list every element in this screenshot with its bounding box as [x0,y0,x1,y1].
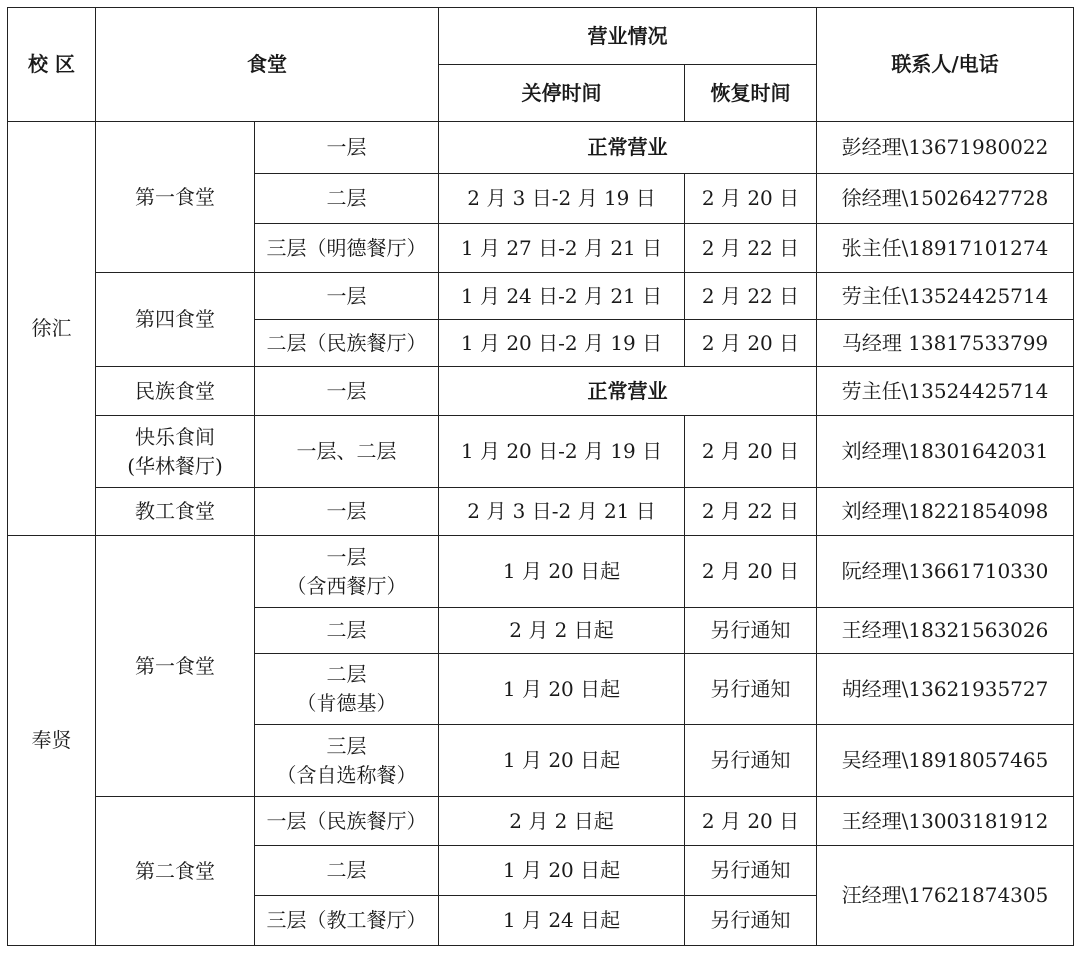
resume-time-cell: 2 月 20 日 [685,320,817,367]
contact-cell: 张主任\18917101274 [817,224,1074,273]
table-row [8,416,1074,488]
resume-time-cell: 另行通知 [685,654,817,725]
floor-line2: （肯德基） [296,691,397,715]
floor-cell: 一层、二层 [255,416,439,488]
floor-cell: 一层 [255,122,439,174]
contact-cell: 汪经理\17621874305 [817,846,1074,946]
resume-time-cell: 2 月 20 日 [685,174,817,224]
table-row [8,273,1074,320]
contact-cell: 王经理\18321563026 [817,608,1074,654]
contact-cell: 劳主任\13524425714 [817,273,1074,320]
floor-line1: 一层 [326,544,367,569]
status-cell: 正常营业 [439,367,817,416]
close-time-cell: 1 月 24 日-2 月 21 日 [439,273,685,320]
resume-time-cell: 2 月 20 日 [685,416,817,488]
close-time-cell: 2 月 2 日起 [439,608,685,654]
table-row [8,797,1074,846]
close-time-cell: 2 月 3 日-2 月 21 日 [439,488,685,536]
close-time-cell: 1 月 24 日起 [439,896,685,946]
resume-time-cell: 2 月 22 日 [685,488,817,536]
contact-cell: 王经理\13003181912 [817,797,1074,846]
floor-cell: 一层（民族餐厅） [255,797,439,846]
contact-cell: 刘经理\18301642031 [817,416,1074,488]
campus-cell: 徐汇 [8,122,96,536]
canteen-name: 第一食堂 [96,122,255,273]
canteen-name: 第一食堂 [96,536,255,797]
close-time-cell: 1 月 20 日起 [439,846,685,896]
close-time-cell: 1 月 20 日-2 月 19 日 [439,416,685,488]
campus-cell: 奉贤 [8,536,96,946]
resume-time-cell: 2 月 22 日 [685,273,817,320]
header-canteen: 食堂 [96,8,439,122]
header-campus: 校 区 [8,8,96,122]
resume-time-cell: 2 月 22 日 [685,224,817,273]
canteen-name: 第二食堂 [96,797,255,946]
floor-cell: 三层（教工餐厅） [255,896,439,946]
floor-cell: 三层（明德餐厅） [255,224,439,273]
floor-cell: 一层 [255,367,439,416]
close-time-cell: 2 月 3 日-2 月 19 日 [439,174,685,224]
floor-cell: 二层 [255,846,439,896]
contact-cell: 劳主任\13524425714 [817,367,1074,416]
close-time-cell: 1 月 20 日起 [439,654,685,725]
resume-time-cell: 另行通知 [685,725,817,797]
status-cell: 正常营业 [439,122,817,174]
table-row [8,367,1074,416]
table-row [8,122,1074,174]
table-row [8,488,1074,536]
header-close-time: 关停时间 [439,65,685,122]
floor-cell: 二层 [255,608,439,654]
contact-cell: 胡经理\13621935727 [817,654,1074,725]
floor-cell [255,654,439,725]
floor-line2: （含自选称餐） [276,762,417,787]
canteen-name: 民族食堂 [96,367,255,416]
close-time-cell: 1 月 27 日-2 月 21 日 [439,224,685,273]
canteen-name-line1: 快乐食间 [135,424,215,449]
canteen-name-line2: (华林餐厅) [127,453,223,478]
resume-time-cell: 2 月 20 日 [685,536,817,608]
floor-cell: 二层（民族餐厅） [255,320,439,367]
contact-cell: 彭经理\13671980022 [817,122,1074,174]
resume-time-cell: 另行通知 [685,896,817,946]
canteen-schedule-table [7,7,1074,946]
header-business-status: 营业情况 [439,8,817,65]
floor-line1: 三层 [326,733,367,758]
canteen-name: 第四食堂 [96,273,255,367]
contact-cell: 徐经理\15026427728 [817,174,1074,224]
contact-cell: 马经理 13817533799 [817,320,1074,367]
floor-cell [255,725,439,797]
canteen-name [96,416,255,488]
table-row [8,536,1074,608]
header-resume-time: 恢复时间 [685,65,817,122]
header-contact: 联系人/电话 [817,8,1074,122]
floor-line1: 二层 [326,662,367,686]
close-time-cell: 1 月 20 日起 [439,725,685,797]
close-time-cell: 1 月 20 日起 [439,536,685,608]
floor-cell: 一层 [255,488,439,536]
floor-cell: 二层 [255,174,439,224]
close-time-cell: 2 月 2 日起 [439,797,685,846]
contact-cell: 吴经理\18918057465 [817,725,1074,797]
resume-time-cell: 2 月 20 日 [685,797,817,846]
contact-cell: 刘经理\18221854098 [817,488,1074,536]
close-time-cell: 1 月 20 日-2 月 19 日 [439,320,685,367]
canteen-name: 教工食堂 [96,488,255,536]
floor-cell: 一层 [255,273,439,320]
header-row-1 [8,8,1074,65]
resume-time-cell: 另行通知 [685,608,817,654]
floor-line2: （含西餐厅） [286,573,407,598]
contact-cell: 阮经理\13661710330 [817,536,1074,608]
floor-cell [255,536,439,608]
resume-time-cell: 另行通知 [685,846,817,896]
